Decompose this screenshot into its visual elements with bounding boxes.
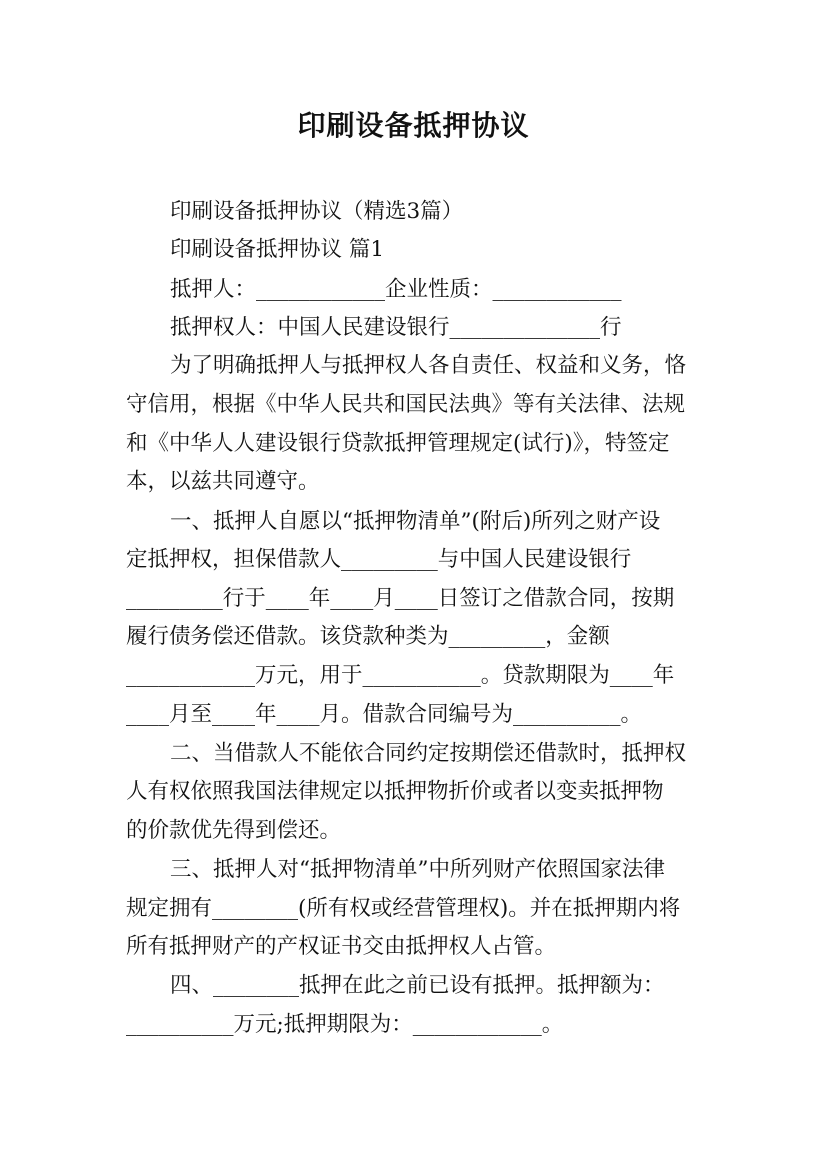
clause-3-line: 规定拥有________(所有权或经营管理权)。并在抵押期内将: [126, 896, 681, 921]
clause-3-line: 所有抵押财产的产权证书交由抵押权人占管。: [126, 934, 557, 959]
clause-2-line: 的价款优先得到偿还。: [126, 818, 342, 843]
clause-4-line: 四、________抵押在此之前已设有抵押。抵押额为：: [170, 973, 665, 998]
clause-1-line: 履行债务偿还借款。该贷款种类为_________，金额: [126, 624, 610, 649]
paragraph-line: 为了明确抵押人与抵押权人各自责任、权益和义务，恪: [170, 353, 687, 378]
clause-2-line: 人有权依照我国法律规定以抵押物折价或者以变卖抵押物: [126, 779, 664, 804]
clause-4-line: __________万元;抵押期限为：____________。: [126, 1012, 564, 1037]
clause-1-line: 定抵押权，担保借款人_________与中国人民建设银行: [126, 547, 632, 572]
paragraph-line: 本，以兹共同遵守。: [126, 469, 320, 494]
clause-1-line: ____________万元，用于___________。贷款期限为____年: [126, 663, 675, 688]
clause-2-line: 二、当借款人不能依合同约定按期偿还借款时，抵押权: [170, 741, 687, 766]
document-title: 印刷设备抵押协议: [297, 109, 530, 142]
clause-3-line: 三、抵押人对“抵押物清单”中所列财产依照国家法律: [170, 857, 665, 882]
subtitle-line: 印刷设备抵押协议（精选3篇）: [170, 199, 464, 224]
clause-1-line: _________行于____年____月____日签订之借款合同，按期: [126, 586, 675, 611]
paragraph-line: 和《中华人人建设银行贷款抵押管理规定(试行)》，特签定: [126, 431, 670, 456]
paragraph-line: 守信用，根据《中华人民共和国民法典》等有关法律、法规: [126, 392, 686, 417]
mortgagor-line: 抵押人：____________企业性质：____________: [170, 277, 622, 302]
section-heading: 印刷设备抵押协议 篇1: [170, 237, 385, 262]
clause-1-line: ____月至____年____月。借款合同编号为__________。: [126, 702, 643, 727]
mortgagee-line: 抵押权人：中国人民建设银行______________行: [170, 315, 622, 340]
clause-1-line: 一、抵押人自愿以“抵押物清单”(附后)所列之财产设: [170, 509, 661, 534]
